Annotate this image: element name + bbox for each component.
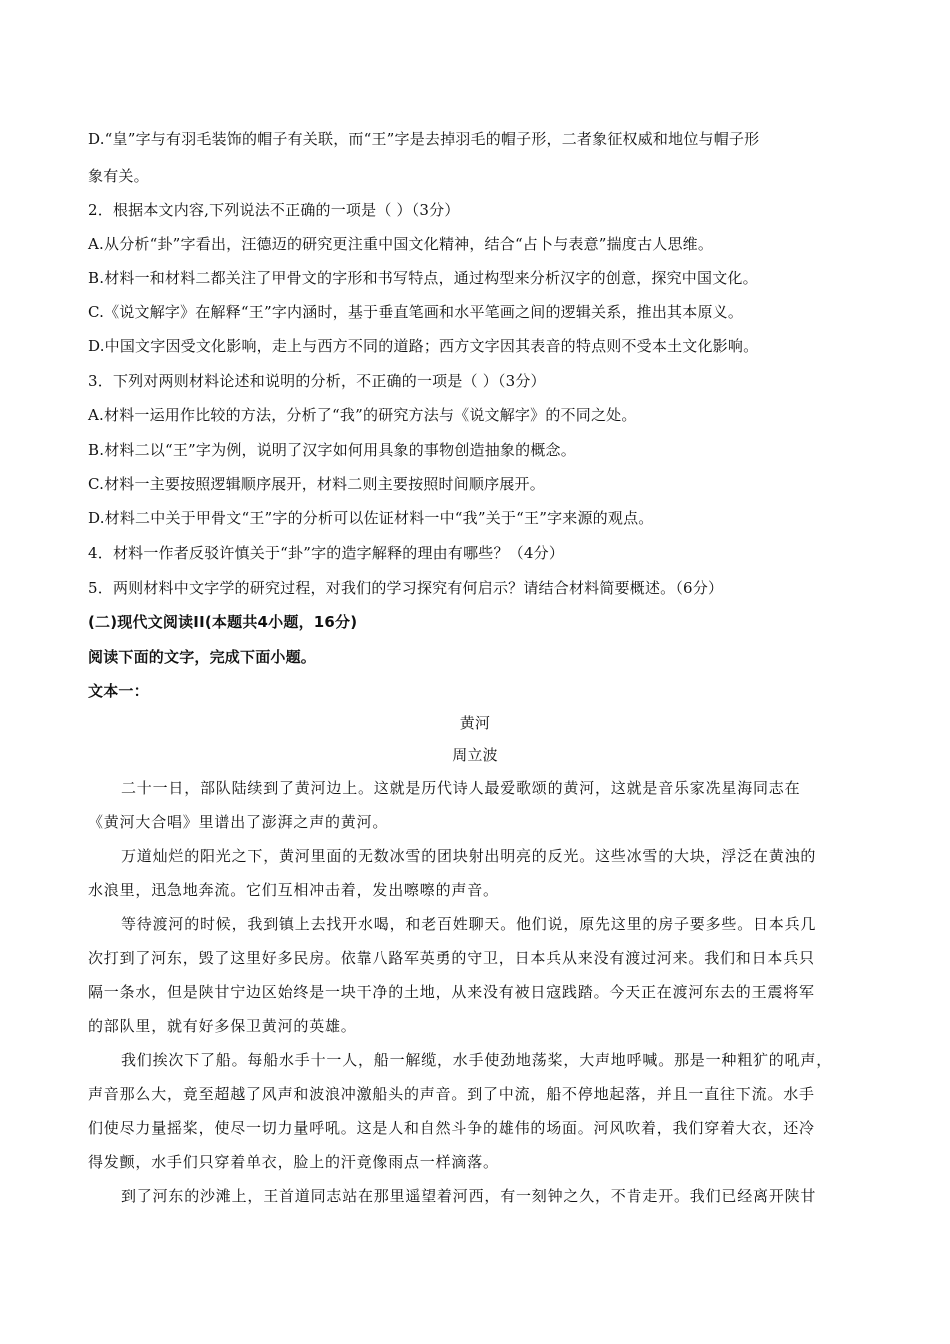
paragraph-4-line1: 我们挨次下了船。每船水手十一人，船一解缆，水手使劲地荡桨，大声地呼喊。那是一种粗犷的吼声， <box>121 1051 833 1069</box>
q2-stem: 2．根据本文内容,下列说法不正确的一项是（ ）（3分） <box>88 201 460 219</box>
paragraph-1-line2: 《黄河大合唱》里谱出了澎湃之声的黄河。 <box>88 813 389 831</box>
q2-option-d: D.中国文字因受文化影响，走上与西方不同的道路；西方文字因其表音的特点则不受本土文化影响。 <box>88 337 759 355</box>
q5-stem: 5．两则材料中文字学的研究过程，对我们的学习探究有何启示？请结合材料简要概述。（6分） <box>88 579 724 597</box>
q2-option-b: B.材料一和材料二都关注了甲骨文的字形和书写特点，通过构型来分析汉字的创意，探究中国文化。 <box>88 269 758 287</box>
section-heading: (二)现代文阅读II(本题共4小题，16分) <box>88 613 358 631</box>
q1-option-d-line1: D.“皇”字与有羽毛装饰的帽子有关联，而“王”字是去掉羽毛的帽子形，二者象征权威和地位与帽子形 <box>88 130 760 148</box>
paragraph-3-line1: 等待渡河的时候，我到镇上去找开水喝，和老百姓聊天。他们说，原先这里的房子要多些。日本兵几 <box>121 915 817 933</box>
paragraph-4-line4: 得发颤，水手们只穿着单衣，脸上的汗竟像雨点一样滴落。 <box>88 1153 499 1171</box>
paragraph-3-line3: 隔一条水，但是陕甘宁边区始终是一块干净的土地，从来没有被日寇践踏。今天正在渡河东去的王震将军 <box>88 983 815 1001</box>
q2-option-a: A.从分析“卦”字看出，汪德迈的研究更注重中国文化精神，结合“占卜与表意”揣度古人思维。 <box>88 235 714 253</box>
q3-stem: 3．下列对两则材料论述和说明的分析，不正确的一项是（ ）（3分） <box>88 372 546 390</box>
article-title: 黄河 <box>459 714 491 732</box>
q4-stem: 4．材料一作者反驳许慎关于“卦”字的造字解释的理由有哪些？（4分） <box>88 544 565 562</box>
q3-option-c: C.材料一主要按照逻辑顺序展开，材料二则主要按照时间顺序展开。 <box>88 475 545 493</box>
paragraph-3-line2: 次打到了河东，毁了这里好多民房。依靠八路军英勇的守卫，日本兵从来没有渡过河来。我们和日本兵只 <box>88 949 815 967</box>
paragraph-1-line1: 二十一日，部队陆续到了黄河边上。这就是历代诗人最爱歌颂的黄河，这就是音乐家冼星海同志在 <box>121 779 801 797</box>
paragraph-5-line1: 到了河东的沙滩上，王首道同志站在那里遥望着河西，有一刻钟之久，不肯走开。我们已经离开陕甘 <box>121 1187 817 1205</box>
paragraph-4-line2: 声音那么大，竟至超越了风声和波浪冲激船头的声音。到了中流，船不停地起落，并且一直往下流。水手 <box>88 1085 815 1103</box>
q3-option-b: B.材料二以“王”字为例，说明了汉字如何用具象的事物创造抽象的概念。 <box>88 441 576 459</box>
q3-option-d: D.材料二中关于甲骨文“王”字的分析可以佐证材料一中“我”关于“王”字来源的观点。 <box>88 509 654 527</box>
paragraph-3-line4: 的部队里，就有好多保卫黄河的英雄。 <box>88 1017 357 1035</box>
paragraph-4-line3: 们使尽力量摇桨，使尽一切力量呼吼。这是人和自然斗争的雄伟的场面。河风吹着，我们穿着大衣，还冷 <box>88 1119 815 1137</box>
article-author: 周立波 <box>452 746 498 764</box>
text-one-label: 文本一： <box>88 682 149 700</box>
q3-option-a: A.材料一运用作比较的方法，分析了“我”的研究方法与《说文解字》的不同之处。 <box>88 406 637 424</box>
q2-option-c: C.《说文解字》在解释“王”字内涵时，基于垂直笔画和水平笔画之间的逻辑关系，推出其本原义。 <box>88 303 744 321</box>
q1-option-d-line2: 象有关。 <box>88 167 149 185</box>
reading-instruction: 阅读下面的文字，完成下面小题。 <box>88 648 317 666</box>
paragraph-2-line1: 万道灿烂的阳光之下，黄河里面的无数冰雪的团块射出明亮的反光。这些冰雪的大块，浮泛在黄浊的 <box>121 847 817 865</box>
paragraph-2-line2: 水浪里，迅急地奔流。它们互相冲击着，发出嚓嚓的声音。 <box>88 881 499 899</box>
